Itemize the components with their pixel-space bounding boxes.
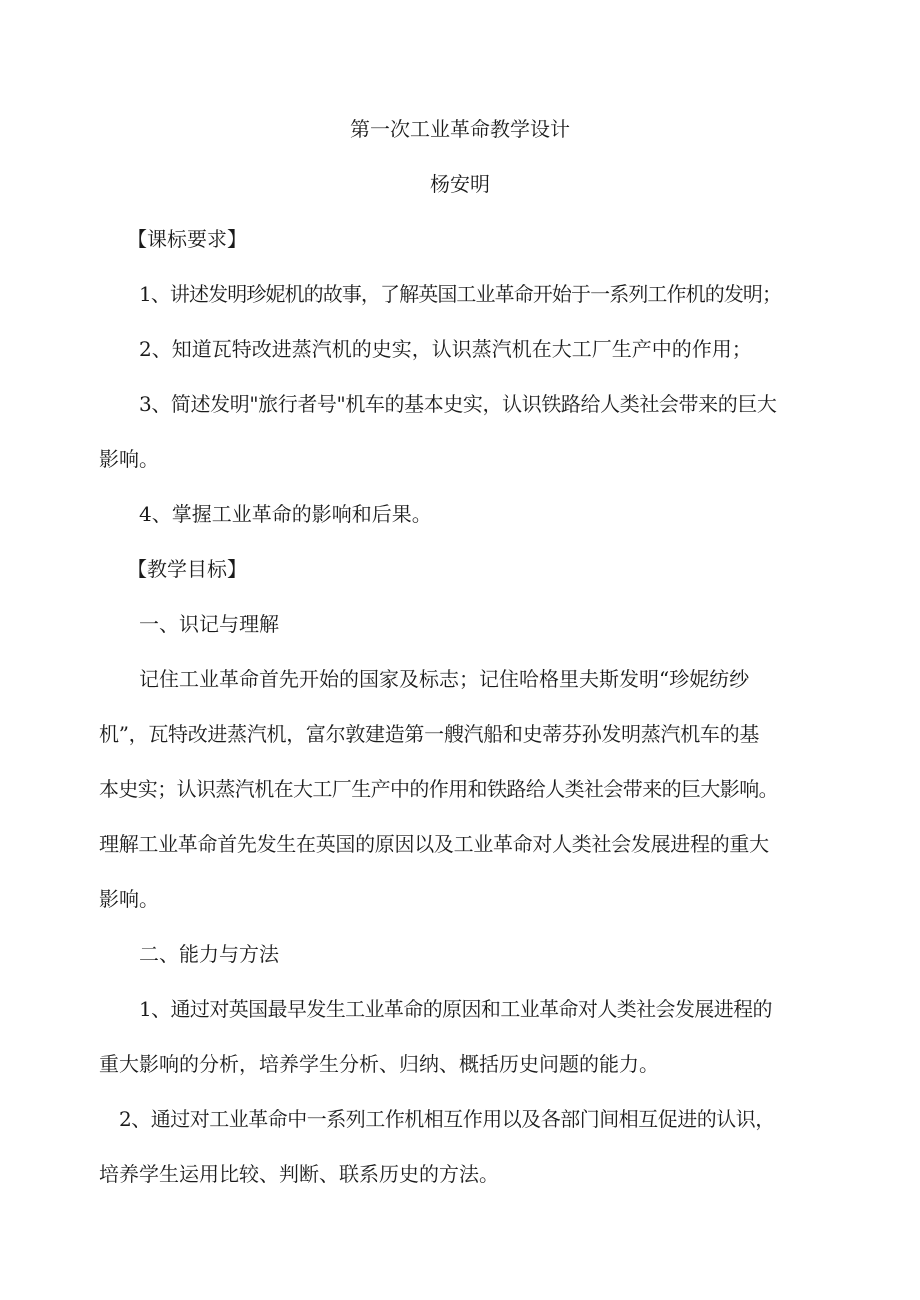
- subsection-heading: 二、能力与方法: [139, 942, 279, 966]
- subsection-heading: 一、识记与理解: [139, 612, 279, 636]
- paragraph-line: 4、掌握工业革命的影响和后果。: [139, 502, 432, 526]
- paragraph-line: 记住工业革命首先开始的国家及标志；记住哈格里夫斯发明“珍妮纺纱: [139, 667, 750, 691]
- document-title: 第一次工业革命教学设计: [350, 117, 570, 141]
- paragraph-line: 3、简述发明"旅行者号"机车的基本史实，认识铁路给人类社会带来的巨大: [139, 392, 777, 416]
- paragraph-line: 1、通过对英国最早发生工业革命的原因和工业革命对人类社会发展进程的: [139, 997, 772, 1021]
- paragraph-line: 机”，瓦特改进蒸汽机，富尔敦建造第一艘汽船和史蒂芬孙发明蒸汽机车的基: [99, 722, 760, 746]
- paragraph-line: 1、讲述发明珍妮机的故事，了解英国工业革命开始于一系列工作机的发明；: [139, 282, 782, 306]
- paragraph-line: 本史实；认识蒸汽机在大工厂生产中的作用和铁路给人类社会带来的巨大影响。: [99, 777, 778, 801]
- paragraph-line: 2、知道瓦特改进蒸汽机的史实，认识蒸汽机在大工厂生产中的作用；: [139, 337, 752, 361]
- section-heading-objectives: 【教学目标】: [127, 557, 247, 581]
- paragraph-line: 影响。: [99, 887, 159, 911]
- document-author: 杨安明: [430, 172, 490, 196]
- paragraph-line: 培养学生运用比较、判断、联系历史的方法。: [99, 1162, 499, 1186]
- paragraph-line: 理解工业革命首先发生在英国的原因以及工业革命对人类社会发展进程的重大: [99, 832, 769, 856]
- paragraph-line: 2、通过对工业革命中一系列工作机相互作用以及各部门间相互促进的认识，: [119, 1107, 775, 1131]
- paragraph-line: 重大影响的分析，培养学生分析、归纳、概括历史问题的能力。: [99, 1052, 659, 1076]
- paragraph-line: 影响。: [99, 447, 159, 471]
- section-heading-curriculum: 【课标要求】: [127, 227, 247, 251]
